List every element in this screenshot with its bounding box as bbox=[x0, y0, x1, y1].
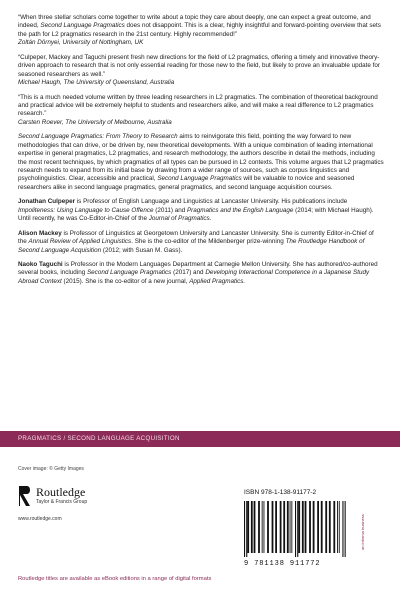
description-run: aims to reinvigorate this field, pointing the way forward to new methodologies that can drive, or be driven by, new theoretical developments. With a unique combination of leading international expertise in general pragmatics, L2 pragmatics, and research methodology, the authors describe in detail the methods, including the most recent techniques, by which pragmatics of all types can be pursued in L2 contexts. This volume argues that L2 pragmatics research needs to expand from its initial base by drawing from a wider range of sources, such as corpus linguistics and psycholinguistics. Clear, accessible and practical, bbox=[18, 133, 384, 183]
review-attribution: Carsten Roever, The University of Melbourne, Australia bbox=[18, 118, 172, 126]
main-content bbox=[18, 14, 384, 292]
publisher-logo bbox=[18, 485, 108, 525]
publisher-group: Taylor & Francis Group bbox=[36, 499, 88, 505]
author-name: Naoko Taguchi bbox=[18, 260, 63, 268]
author-bio bbox=[18, 198, 384, 223]
review-attribution: Zoltán Dörnyei, University of Nottingham, UK bbox=[18, 39, 144, 47]
author-bio-run: is Professor in the Modern Languages Department at Carnegie Mellon University. She has authored/co-authored several books, including bbox=[18, 260, 378, 277]
review-quote-run: Second Language Pragmatics bbox=[40, 22, 125, 30]
review bbox=[18, 94, 384, 128]
author-bio-run: Annual Review of Applied Linguistics bbox=[28, 238, 132, 246]
author-bio bbox=[18, 230, 384, 255]
routledge-logo-icon bbox=[18, 485, 32, 507]
review-quote bbox=[18, 94, 384, 119]
author-bios bbox=[18, 198, 384, 286]
author-bio-run: Developing Interactional Competence in a Japanese Study Abroad Context bbox=[18, 269, 370, 285]
barcode-digits: 9 781138 911772 bbox=[244, 560, 321, 568]
review-attribution: Michael Haugh, The University of Queensland, Australia bbox=[18, 79, 175, 87]
author-bio-run: (2014; with Michael Haugh). Until recently, he was Co-Editor-in-Chief of the bbox=[18, 206, 374, 223]
review-quote bbox=[18, 54, 384, 79]
author-bio bbox=[18, 261, 384, 286]
cover-credit: Cover image: © Getty Images bbox=[18, 466, 84, 472]
author-bio-run: (2017) and bbox=[171, 269, 206, 277]
author-bio-run: is Professor of English Language and Linguistics at Lancaster University. His publications include bbox=[75, 198, 348, 206]
author-bio-run: Applied Pragmatics. bbox=[189, 277, 246, 285]
book-description bbox=[18, 133, 384, 192]
description-run: will be valuable to novice and seasoned researchers alike in second language pragmatics, general pragmatics, and second language acquisition courses. bbox=[18, 175, 355, 191]
barcode-icon bbox=[238, 489, 372, 569]
isbn-label: ISBN 978-1-138-91177-2 bbox=[244, 489, 317, 496]
author-bio-run: Pragmatics and the English Language bbox=[186, 206, 294, 214]
author-bio-run: (2012; with Susan M. Gass). bbox=[101, 246, 183, 254]
review bbox=[18, 14, 384, 48]
isbn-barcode bbox=[238, 489, 372, 569]
author-bio-run: The Routledge Handbook of Second Language Acquisition bbox=[18, 238, 365, 254]
ebook-note: Routledge titles are available as eBook editions in a range of digital formats bbox=[18, 576, 212, 582]
reviews bbox=[18, 14, 384, 127]
review bbox=[18, 54, 384, 88]
review-quote bbox=[18, 14, 384, 39]
author-name: Jonathan Culpeper bbox=[18, 198, 76, 206]
review-quote-run: “When three stellar scholars come together to write about a topic they care about deeply, one can expect a great outcome, and indeed, bbox=[18, 14, 371, 30]
category-label: PRAGMATICS / SECOND LANGUAGE ACQUISITION bbox=[18, 435, 180, 442]
publisher-name: Routledge bbox=[36, 485, 86, 499]
description-run: Second Language Pragmatics: From Theory to Research bbox=[18, 133, 178, 141]
author-bio-run: Impoliteness: Using Language to Cause Offence bbox=[18, 206, 154, 214]
description-run: Second Language Pragmatics bbox=[157, 175, 242, 183]
informa-tag: an informa business bbox=[360, 514, 365, 550]
author-bio-run: Journal of Pragmatics. bbox=[148, 215, 212, 223]
publisher-website: www.routledge.com bbox=[18, 516, 62, 522]
author-name: Alison Mackey bbox=[18, 229, 62, 237]
review-quote-run: does not disappoint. This is a clear, highly insightful and forward-pointing overview that sets the path for L2 pragmatics research in the 21st century. Highly recommended!” bbox=[18, 22, 381, 38]
review-quote-run: “Culpeper, Mackey and Taguchi present fresh new directions for the field of L2 pragmatics, offering a timely and innovative theory-driven approach to research that is not only essential reading for those new to the field, but likely to prove an invaluable update for seasoned researchers as well.” bbox=[18, 53, 380, 78]
author-bio-run: Second Language Pragmatics bbox=[86, 269, 172, 277]
review-quote-run: “This is a much needed volume written by three leading researchers in L2 pragmatics. The combination of theoretical background and practical advice will be extremely helpful to students and researchers alike, and will make a real difference to L2 pragmatics research.” bbox=[18, 93, 378, 118]
author-bio-run: is Professor of Linguistics at Georgetown University and Lancaster University. She is currently Editor-in-Chief of the bbox=[18, 229, 374, 246]
author-bio-run: (2015). She is the co-editor of a new journal, bbox=[61, 277, 190, 285]
author-bio-run: (2011) and bbox=[153, 206, 187, 214]
author-bio-run: . She is the co-editor of the Mildenberger prize-winning bbox=[131, 238, 286, 246]
